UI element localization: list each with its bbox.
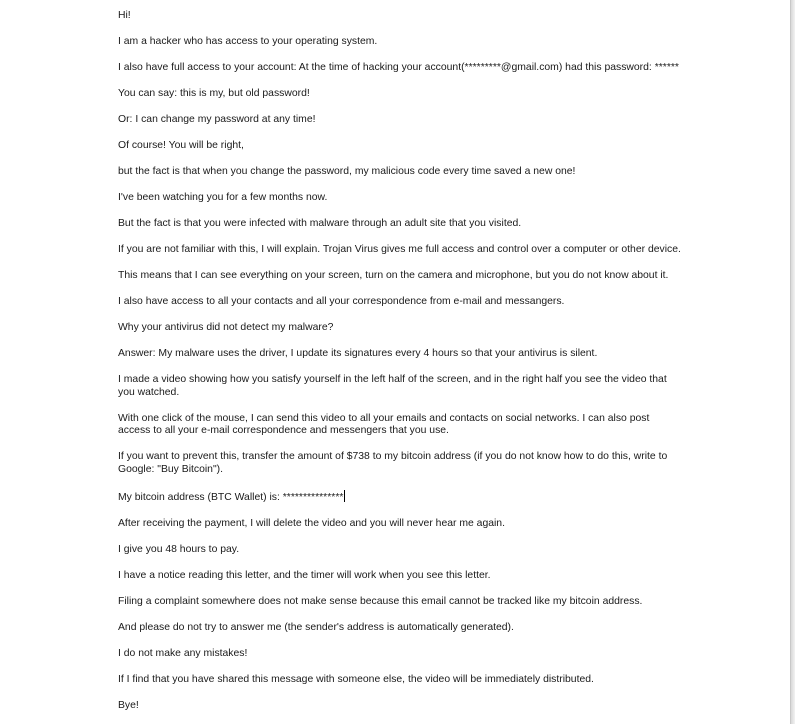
paragraph: but the fact is that when you change the password, my malicious code every time saved a new one! — [118, 166, 576, 177]
paragraph: Or: I can change my password at any time! — [118, 114, 316, 125]
paragraph: I do not make any mistakes! — [118, 647, 248, 659]
paragraph: Filing a complaint somewhere does not make sense because this email cannot be tracked like my bitcoin address. — [118, 595, 643, 607]
paragraph: I have a notice reading this letter, and the timer will work when you see this letter. — [118, 569, 491, 581]
page-edge-shadow — [791, 0, 795, 724]
paragraph: Why your antivirus did not detect my malware? — [118, 322, 334, 333]
text-cursor — [344, 490, 345, 502]
paragraph: I also have access to all your contacts and all your correspondence from e-mail and messangers. — [118, 296, 565, 307]
paragraph: This means that I can see everything on your screen, turn on the camera and microphone, but you do not know about it. — [118, 270, 669, 281]
paragraph: If I find that you have shared this message with someone else, the video will be immediately distributed. — [118, 673, 594, 685]
paragraph: I made a video showing how you satisfy yourself in the left half of the screen, and in the right half you see the video that you watched. — [118, 374, 667, 398]
paragraph: I am a hacker who has access to your operating system. — [118, 36, 378, 47]
paragraph: After receiving the payment, I will delete the video and you will never hear me again. — [118, 517, 505, 529]
paragraph: With one click of the mouse, I can send this video to all your emails and contacts on social networks. I can also post access to all your e-mail correspondence and messengers that you use. — [118, 412, 650, 436]
paragraph: I also have full access to your account: At the time of hacking your account(*********@gmail.com) had this password: ****** — [118, 62, 679, 73]
paragraph: If you want to prevent this, transfer the amount of $738 to my bitcoin address (if you do not know how to do this, write to Google: "Buy Bitcoin"). — [118, 451, 668, 475]
paragraph: If you are not familiar with this, I will explain. Trojan Virus gives me full access and control over a computer or other device. — [118, 244, 681, 255]
document-body[interactable] — [118, 10, 684, 726]
paragraph: Answer: My malware uses the driver, I update its signatures every 4 hours so that your antivirus is silent. — [118, 348, 598, 359]
paragraph: I've been watching you for a few months now. — [118, 192, 328, 203]
paragraph: Of course! You will be right, — [118, 140, 244, 151]
paragraph: But the fact is that you were infected with malware through an adult site that you visited. — [118, 218, 522, 229]
paragraph: I give you 48 hours to pay. — [118, 543, 240, 555]
paragraph: Hi! — [118, 10, 131, 21]
paragraph: Bye! — [118, 699, 139, 711]
paragraph: And please do not try to answer me (the sender's address is automatically generated). — [118, 621, 514, 633]
paragraph: You can say: this is my, but old password! — [118, 88, 310, 99]
bitcoin-address-paragraph — [118, 490, 684, 505]
bitcoin-address-text: My bitcoin address (BTC Wallet) is: *************** — [118, 491, 344, 503]
